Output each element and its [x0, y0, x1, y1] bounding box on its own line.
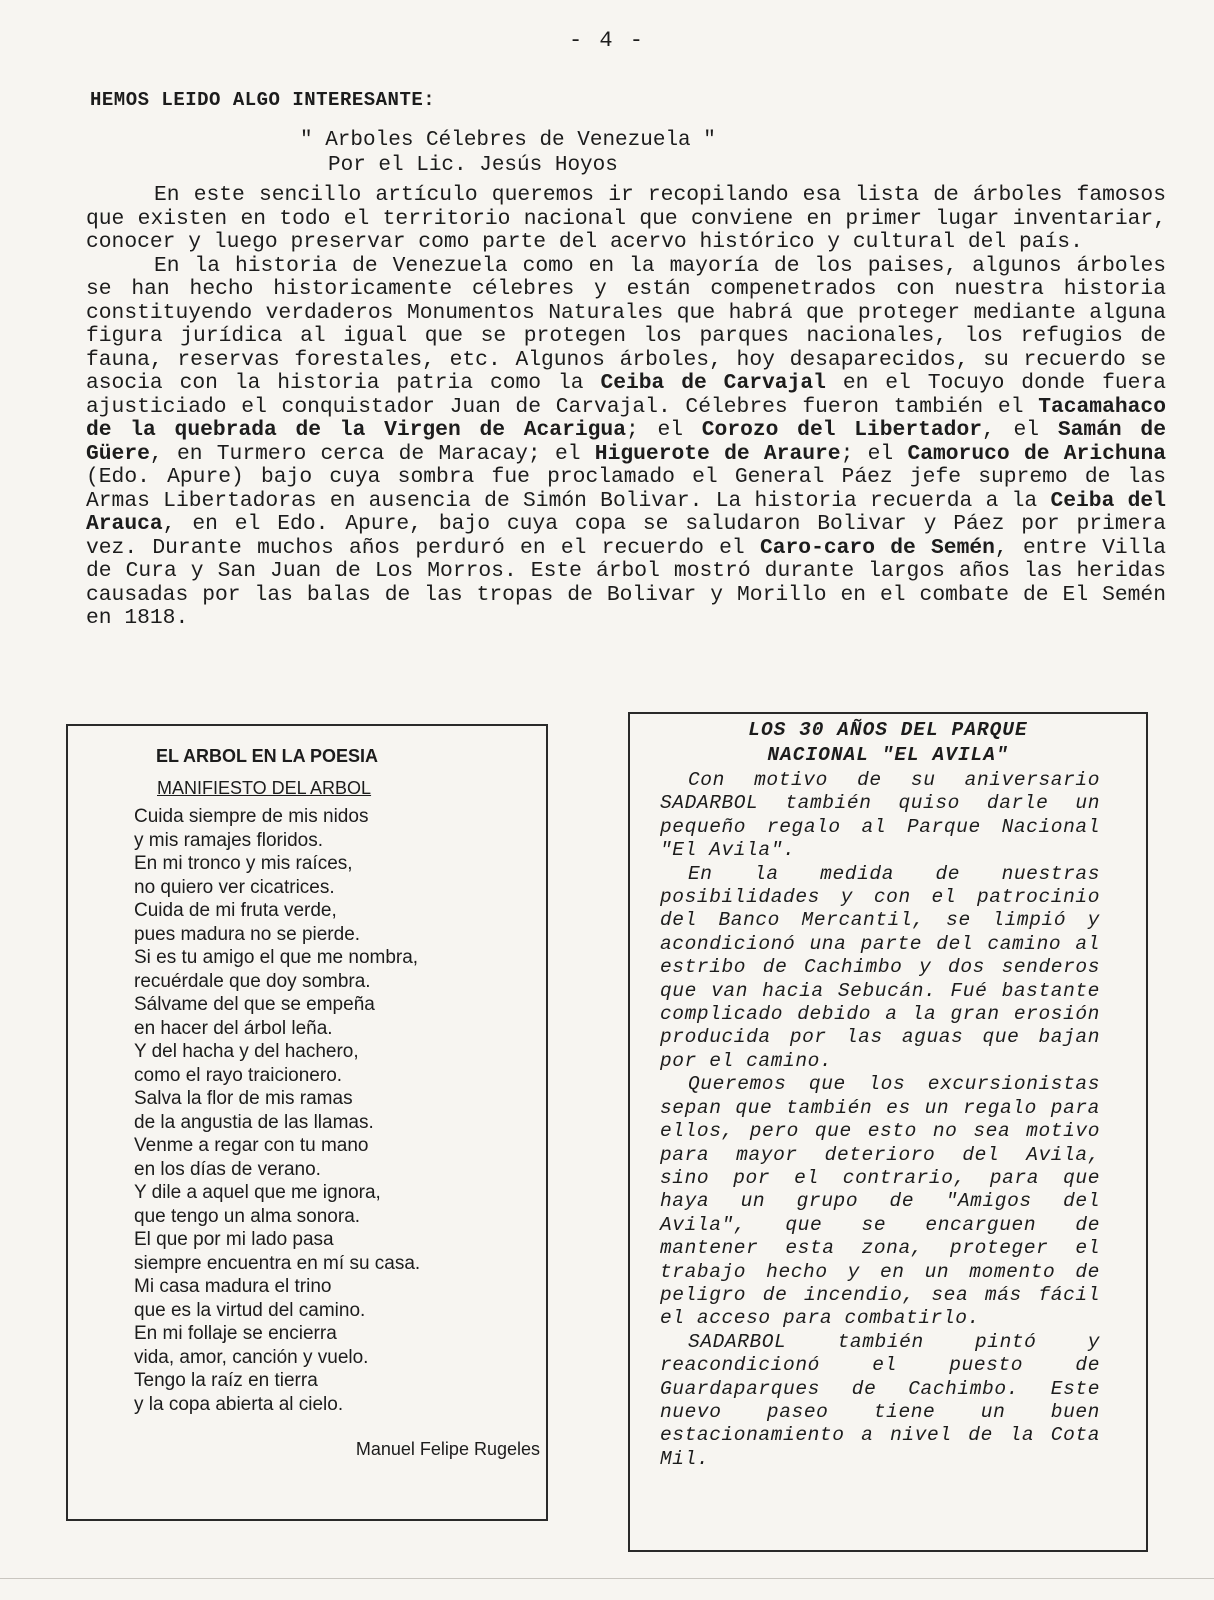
park-paragraph: Con motivo de su aniversario SADARBOL también quiso darle un pequeño regalo al Parque Nacional "El Avila". [660, 769, 1100, 862]
poem-line: Cuida de mi fruta verde, [134, 900, 337, 921]
poem-line: en hacer del árbol leña. [134, 1017, 333, 1039]
tree-name: Ceiba del Arauca [86, 488, 1166, 536]
text-run: , entre Villa de Cura y San Juan de Los Morros. Este árbol mostró durante largos años las heridas causadas por las balas de las tropas de Bolivar y Morillo en el combate de El Semén en 1818. [86, 535, 1166, 630]
poem-line: En mi tronco y mis raíces, [134, 853, 353, 874]
poem-line: que tengo un alma sonora. [134, 1205, 361, 1227]
tree-name: Camoruco de Arichuna [907, 441, 1166, 466]
tree-name: Corozo del Libertador [701, 418, 983, 442]
text-run: , el [982, 418, 1058, 442]
poem-line: En mi follaje se encierra [134, 1323, 337, 1344]
park-title-line: NACIONAL "EL AVILA" [767, 744, 1009, 766]
poem-author: Manuel Felipe Rugeles [355, 1439, 540, 1459]
park-title-line: LOS 30 AÑOS DEL PARQUE [748, 719, 1028, 741]
tree-name: Higuerote de Araure [594, 441, 841, 466]
poem-line: no quiero ver cicatrices. [134, 876, 335, 898]
text-run: (Edo. Apure) bajo cuya sombra fue proclamado el General Páez jefe supremo de las Armas Libertadoras en ausencia de Simón Bolivar. La historia recuerda a la [86, 465, 1166, 513]
poem-line: Cuida siempre de mis nidos [134, 806, 369, 827]
park-box-title [630, 718, 1146, 768]
poem-line: Venme a regar con tu mano [134, 1135, 369, 1156]
poem-line: en los días de verano. [134, 1158, 321, 1180]
park-paragraph: En la medida de nuestras posibilidades y con el patrocinio del Banco Mercantil, se limpió y acondicionó una parte del camino al estribo de Cachimbo y dos senderos que van hacia Sebucán. Fué bastante complicado debido a la gran erosión producida por las aguas que bajan por el camino. [660, 862, 1100, 1072]
text-run: , en el Edo. Apure, bajo cuya copa se saludaron Bolivar y Páez por primera vez. Durante muchos años perduró en el recuerdo el [86, 512, 1166, 560]
poem-line: Y del hacha y del hachero, [134, 1041, 359, 1062]
poem-line: Sálvame del que se empeña [134, 994, 375, 1015]
poem-line: que es la virtud del camino. [134, 1299, 366, 1321]
text-run: , en Turmero cerca de Maracay; el [149, 441, 595, 466]
park-anniversary-box [628, 712, 1148, 1552]
tree-name: Caro-caro de Semén [759, 535, 995, 560]
poem-line: vida, amor, canción y vuelo. [134, 1346, 369, 1368]
section-heading: HEMOS LEIDO ALGO INTERESANTE: [90, 89, 436, 111]
poem-title: MANIFIESTO DEL ARBOL [157, 778, 372, 798]
poem-lines [134, 805, 420, 1416]
poetry-box [66, 724, 548, 1521]
poem-line: Mi casa madura el trino [134, 1276, 332, 1297]
park-paragraph: Queremos que los excursionistas sepan que también es un regalo para ellos, pero que esto no sea motivo para mayor deterioro del Avila, sino por el contrario, para que haya un grupo de "Amigos del Avila", que se encarguen de mantener esta zona, proteger el trabajo hecho y en un momento de peligro de incendio, sea más fácil el acceso para combatirlo. [660, 1073, 1100, 1330]
tree-name: Samán de Güere [86, 418, 1166, 466]
poem-line: como el rayo traicionero. [134, 1064, 343, 1086]
text-run: ; el [840, 441, 908, 466]
poem-line: Y dile a aquel que me ignora, [134, 1182, 381, 1203]
text-run: En la historia de Venezuela como en la mayoría de los paises, algunos árboles se han hecho historicamente célebres y están compenetrados con nuestra historia constituyendo verdaderos Monumentos Naturales que habrá que proteger mediante alguna figura jurídica al igual que se protegen los parques nacionales, los refugios de fauna, reservas forestales, etc. Algunos árboles, hoy desaparecidos, su recuerdo se asocia con la historia patria como la [86, 253, 1166, 395]
poem-line: pues madura no se pierde. [134, 923, 361, 945]
tree-name: Tacamahaco de la quebrada de la Virgen de Acarigua [86, 394, 1166, 442]
article-author-line: Por el Lic. Jesús Hoyos [328, 154, 618, 177]
poem-line: de la angustia de las llamas. [134, 1111, 374, 1133]
article-title-line: " Arboles Célebres de Venezuela " [300, 129, 716, 152]
poem-line: Tengo la raíz en tierra [134, 1370, 318, 1391]
poem-line: y la copa abierta al cielo. [134, 1393, 344, 1415]
poem-line: El que por mi lado pasa [134, 1229, 334, 1250]
park-body [660, 769, 1100, 1471]
article-paragraph: En este sencillo artículo queremos ir recopilando esa lista de árboles famosos que existen en todo el territorio nacional que conviene en primer lugar inventariar, conocer y luego preservar como parte del acervo histórico y cultural del país. [86, 183, 1166, 254]
park-paragraph: SADARBOL también pintó y reacondicionó el puesto de Guardaparques de Cachimbo. Este nuevo paseo tiene un buen estacionamiento a nivel de la Cota Mil. [660, 1330, 1100, 1470]
poem-line: y mis ramajes floridos. [134, 829, 323, 851]
text-run: en el Tocuyo donde fuera ajusticiado el conquistador Juan de Carvajal. Célebres fueron también el [86, 371, 1167, 419]
article-title [300, 128, 716, 178]
tree-name: Ceiba de Carvajal [600, 371, 826, 395]
poetry-section-title: EL ARBOL EN LA POESIA [156, 746, 379, 766]
poem-line: Salva la flor de mis ramas [134, 1088, 353, 1109]
article-paragraph [86, 255, 1166, 631]
page-number: - 4 - [568, 28, 645, 53]
poem-line: siempre encuentra en mí su casa. [134, 1252, 421, 1274]
article-body [86, 184, 1166, 631]
page-bottom-rule [0, 1578, 1214, 1579]
poem-line: recuérdale que doy sombra. [134, 970, 371, 992]
text-run: ; el [625, 418, 702, 442]
poem-line: Si es tu amigo el que me nombra, [134, 947, 419, 968]
